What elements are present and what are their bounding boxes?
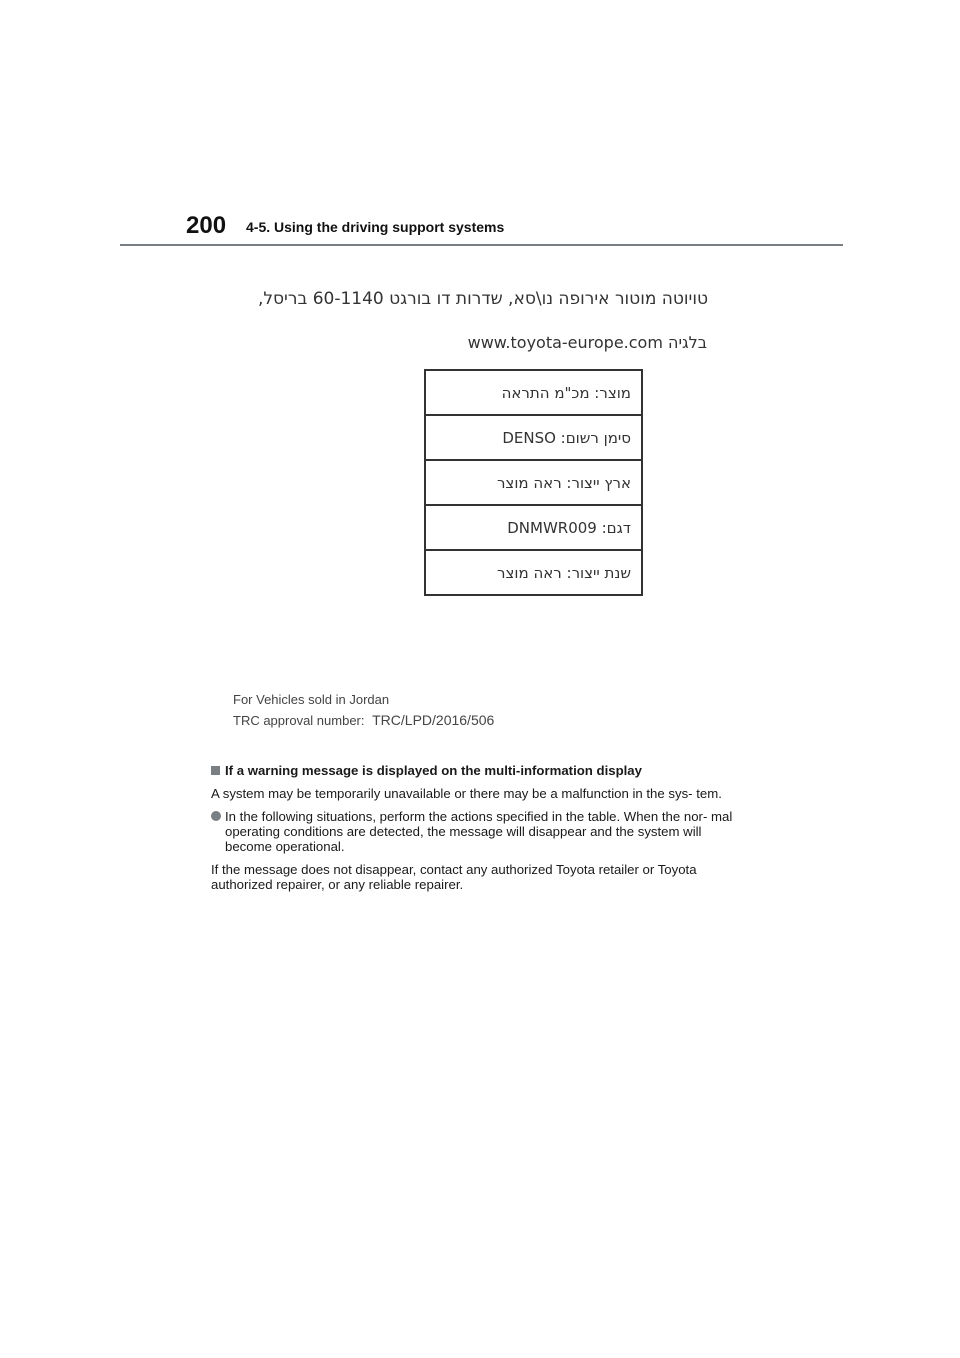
hebrew-address-line: טויוטה מוטור אירופה נו\סא, שדרות דו בורגט 60-1140 בריסל, xyxy=(257,289,708,309)
bullet-paragraph-text: In the following situations, perform the actions specified in the table. When the nor- mal operating conditions are detected, the message will disappear and the system will become operational. xyxy=(225,809,733,854)
table-cell-trademark: סימן רשום: DENSO xyxy=(425,415,642,460)
contact-paragraph: If the message does not disappear, contact any authorized Toyota retailer or Toyota authorized repairer, or any reliable repairer. xyxy=(211,862,697,892)
page-number: 200 xyxy=(186,212,227,239)
header-divider xyxy=(120,244,843,246)
intro-paragraph: A system may be temporarily unavailable or there may be a malfunction in the sys- tem. xyxy=(211,786,722,801)
product-label-table xyxy=(424,369,643,596)
trc-approval-number: TRC/LPD/2016/506 xyxy=(372,712,495,728)
table-row xyxy=(425,370,642,415)
table-row xyxy=(425,415,642,460)
square-bullet-icon xyxy=(211,766,220,775)
table-row xyxy=(425,505,642,550)
trc-approval-label: TRC approval number: xyxy=(233,713,365,728)
table-cell-model: דגם: DNMWR009 xyxy=(425,505,642,550)
table-cell-country: ארץ ייצור: ראה מוצר xyxy=(425,460,642,505)
trc-approval-line xyxy=(233,710,494,731)
table-row xyxy=(425,460,642,505)
warning-heading-text: If a warning message is displayed on the multi-information display xyxy=(225,763,642,778)
body-content xyxy=(211,763,751,900)
table-row xyxy=(425,550,642,595)
bullet-paragraph xyxy=(211,809,751,854)
hebrew-website-line: בלגיה www.toyota-europe.com xyxy=(467,333,707,352)
table-cell-product: מוצר: מכ"מ התראה xyxy=(425,370,642,415)
jordan-approval-block xyxy=(233,690,494,731)
circle-bullet-icon xyxy=(211,811,221,821)
section-title: 4-5. Using the driving support systems xyxy=(246,219,505,235)
jordan-line: For Vehicles sold in Jordan xyxy=(233,692,390,707)
warning-heading xyxy=(211,763,751,778)
table-cell-year: שנת ייצור: ראה מוצר xyxy=(425,550,642,595)
